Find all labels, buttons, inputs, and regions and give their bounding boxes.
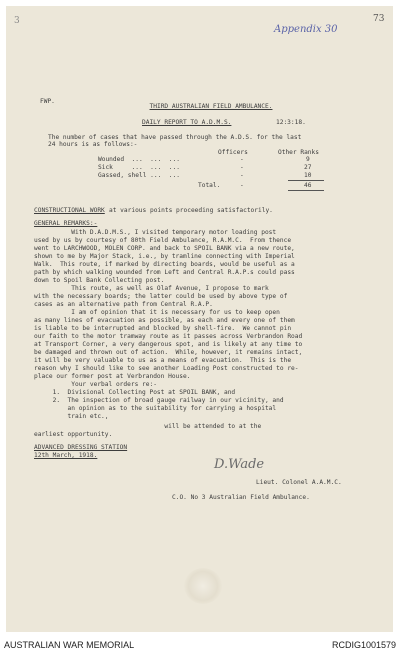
body-line: Walk. This route, if marked by directing boards, would be useful as a	[34, 261, 295, 268]
row-officers: -	[240, 156, 244, 163]
total-officers: -	[240, 182, 244, 189]
row-other-ranks: 9	[306, 156, 310, 163]
row-other-ranks: 10	[304, 172, 312, 179]
station-date: 12th March, 1918.	[34, 452, 98, 459]
unit-heading: THIRD AUSTRALIAN FIELD AMBULANCE.	[149, 103, 273, 110]
row-label: Gassed, shell ... ...	[98, 172, 180, 179]
row-other-ranks: 27	[304, 164, 312, 171]
body-line: down to Spoil Bank Collecting post.	[34, 277, 165, 284]
total-other-ranks: 46	[304, 182, 312, 189]
body-line: went to LARCHWOOD, MOLEN CORP. and back to SPOIL BANK via a new route,	[34, 245, 295, 252]
body-line: reason why I should like to see another Loading Post constructed to re-	[34, 365, 299, 372]
intro-line-2: 24 hours is as follows:-	[48, 141, 138, 148]
report-title: DAILY REPORT TO A.D.M.S.	[142, 119, 232, 126]
body-line: be damaged and thrown out of action. While, however, it remains intact,	[34, 349, 303, 356]
body-line: place our former post at Verbrandon House.	[34, 373, 191, 380]
body-line: train etc.,	[34, 413, 109, 420]
row-officers: -	[240, 164, 244, 171]
body-line: an opinion as to the suitability for carrying a hospital	[34, 405, 277, 412]
report-date: 12:3:18.	[276, 119, 306, 126]
body-line: 2. The inspection of broad gauge railway in our vicinity, and	[34, 397, 284, 404]
corner-mark: 3	[14, 16, 20, 26]
embossed-seal	[184, 568, 222, 604]
body-line: used by us by courtesy of 80th Field Ambulance, R.A.M.C. From thence	[34, 237, 292, 244]
footer-archive-name: AUSTRALIAN WAR MEMORIAL	[4, 640, 135, 650]
signatory-role: C.O. No 3 Australian Field Ambulance.	[172, 494, 310, 501]
body-line: Your verbal orders re:-	[34, 381, 157, 388]
row-label: Wounded ... ... ...	[98, 156, 180, 163]
officers-header: Officers	[218, 149, 248, 156]
body-line: as many lines of evacuation as possible, as each and every one of them	[34, 317, 295, 324]
signatory-rank: Lieut. Colonel A.A.M.C.	[256, 479, 342, 486]
station-name: ADVANCED DRESSING STATION	[34, 444, 128, 451]
document-page	[6, 6, 393, 632]
body-line: at Transport Corner, a very dangerous spot, and is likely at any time to	[34, 341, 303, 348]
body-line: it will be very valuable to us as a means of evacuation. This is the	[34, 357, 292, 364]
appendix-annotation: Appendix 30	[274, 24, 338, 35]
handwritten-signature: D.Wade	[214, 457, 265, 472]
body-line: shown to me by Major Stack, i.e., by tramline connecting with Imperial	[34, 253, 295, 260]
body-line: will be attended to at the	[34, 423, 262, 430]
body-line: earliest opportunity.	[34, 431, 113, 438]
row-officers: -	[240, 172, 244, 179]
body-line: This route, as well as Olaf Avenue, I propose to mark	[34, 285, 269, 292]
body-line: our faith to the motor tramway route as it passes across Verbrandon Road	[34, 333, 303, 340]
sum-rule	[288, 180, 324, 181]
general-remarks-heading: GENERAL REMARKS:-	[34, 220, 98, 227]
footer-record-id: RCDIG1001579	[331, 640, 396, 650]
body-line: cases as an alternative path from Central R.A.P.	[34, 301, 213, 308]
file-reference: FWP.	[40, 98, 55, 105]
row-label: Sick ... ... ...	[98, 164, 180, 171]
body-line: With D.A.D.M.S., I visited temporary motor loading post	[34, 229, 277, 236]
body-line: I am of opinion that it is necessary for us to keep open	[34, 309, 280, 316]
body-line: with the necessary boards; the latter could be used by above type of	[34, 293, 288, 300]
constructional-heading: CONSTRUCTIONAL WORK	[34, 207, 105, 214]
body-line: path by which walking wounded from Left and Central R.A.P.s could pass	[34, 269, 295, 276]
total-rule	[288, 190, 324, 191]
constructional-text: at various points proceeding satisfactorily.	[109, 207, 273, 214]
body-line: is liable to be interrupted and blocked by shell-fire. We cannot pin	[34, 325, 292, 332]
page-number: 73	[373, 14, 385, 24]
body-line: 1. Divisional Collecting Post at SPOIL BANK, and	[34, 389, 236, 396]
other-ranks-header: Other Ranks	[278, 149, 319, 156]
total-label: Total.	[198, 182, 221, 189]
intro-line-1: The number of cases that have passed through the A.D.S. for the last	[48, 134, 302, 141]
